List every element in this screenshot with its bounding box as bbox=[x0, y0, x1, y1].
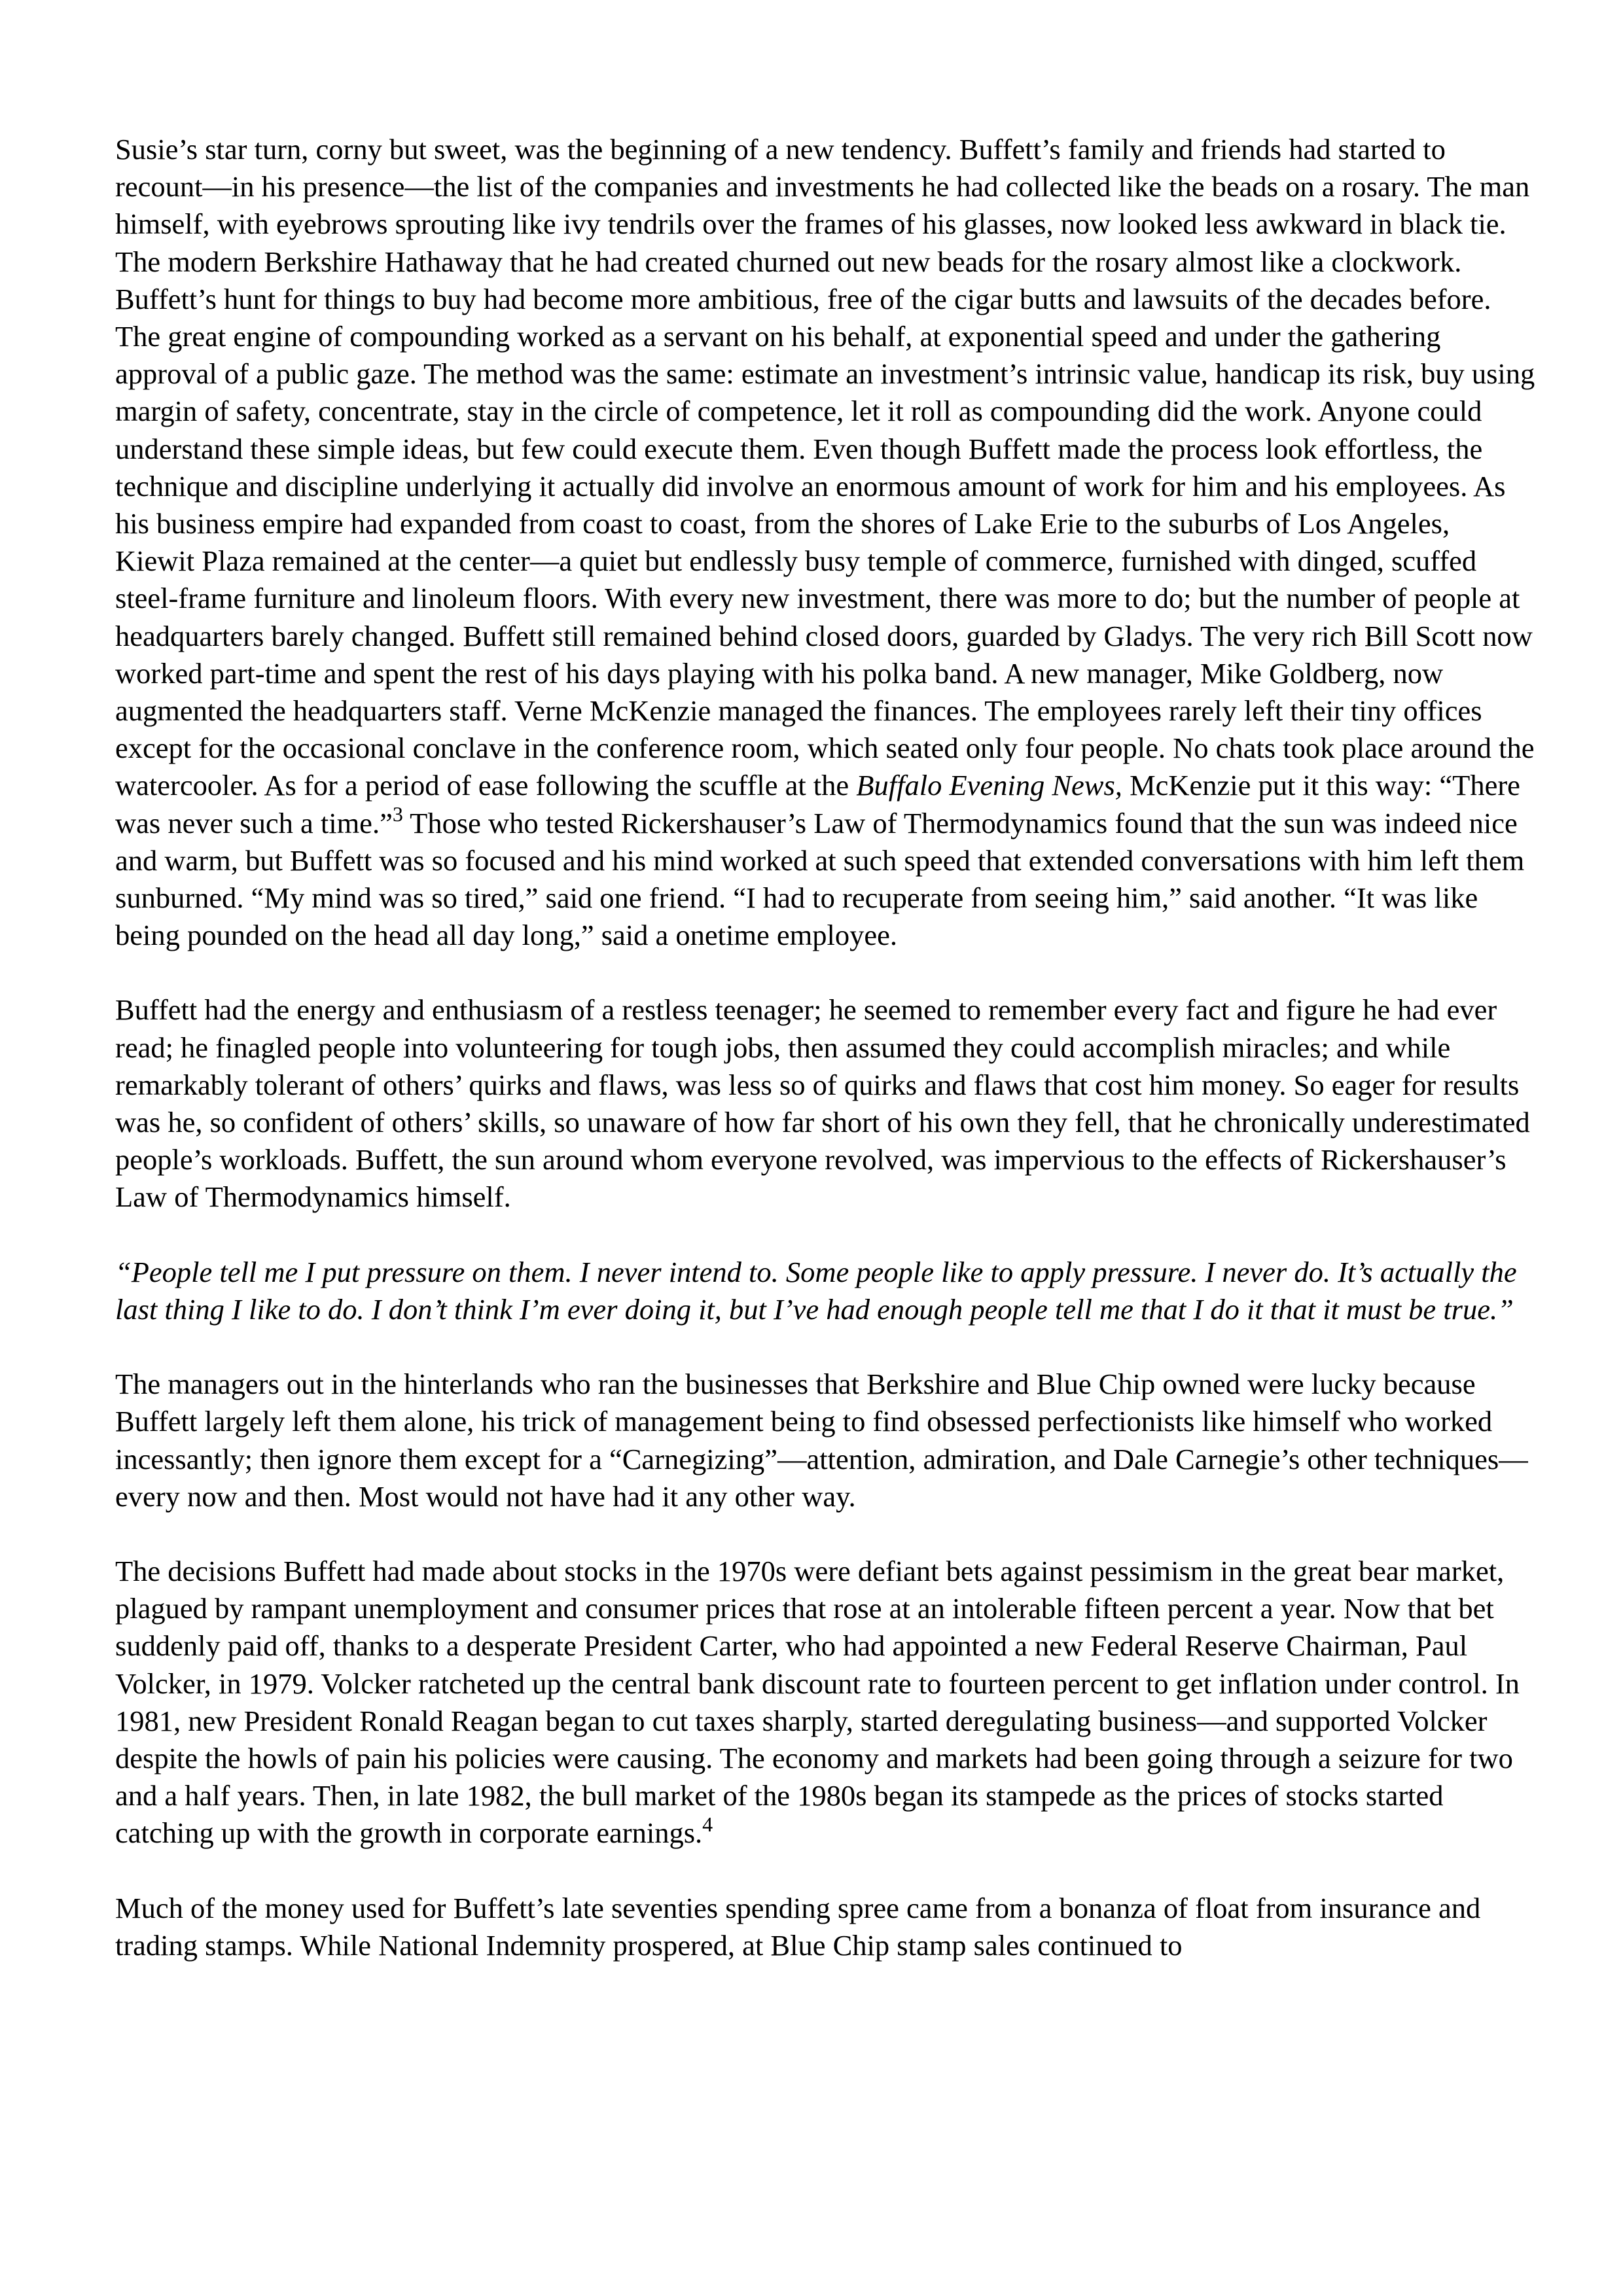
paragraph-4 bbox=[115, 1366, 1535, 1515]
paragraph-5-text: The decisions Buffett had made about stocks in the 1970s were defiant bets against pessimism in the great bear market, plagued by rampant unemployment and consumer prices that rose at an intolerable fifteen percent a year. Now that bet suddenly paid off, thanks to a desperate President Carter, who had appointed a new Federal Reserve Chairman, Paul Volcker, in 1979. Volcker ratcheted up the central bank discount rate to fourteen percent to get inflation under control. In 1981, new President Ronald Reagan began to cut taxes sharply, started deregulating business—and supported Volcker despite the howls of pain his policies were causing. The economy and markets had been going through a seizure for two and a half years. Then, in late 1982, the bull market of the 1980s began its stampede as the prices of stocks started catching up with the growth in corporate earnings. bbox=[115, 1554, 1520, 1850]
paragraph-4-text: The managers out in the hinterlands who ran the businesses that Berkshire and Blue Chip owned were lucky because Buffett largely left them alone, his trick of management being to find obsessed perfectionists like himself who worked incessantly; then ignore them except for a “Carnegizing”—attention, admiration, and Dale Carnegie’s other techniques—every now and then. Most would not have had it any other way. bbox=[115, 1368, 1528, 1513]
paragraph-1-text-a: Susie’s star turn, corny but sweet, was the beginning of a new tendency. Buffett’s family and friends had started to recount—in his presence—the list of the companies and investments he had collected like the beads on a rosary. The man himself, with eyebrows sprouting like ivy tendrils over the frames of his glasses, now looked less awkward in black tie. The modern Berkshire Hathaway that he had created churned out new beads for the rosary almost like a clockwork. Buffett’s hunt for things to buy had become more ambitious, free of the cigar butts and lawsuits of the decades before. The great engine of compounding worked as a servant on his behalf, at exponential speed and under the gathering approval of a public gaze. The method was the same: estimate an investment’s intrinsic value, handicap its risk, buy using margin of safety, concentrate, stay in the circle of competence, let it roll as compounding did the work. Anyone could understand these simple ideas, but few could execute them. Even though Buffett made the process look effortless, the technique and discipline underlying it actually did involve an enormous amount of work for him and his employees. As his business empire had expanded from coast to coast, from the shores of Lake Erie to the suburbs of Los Angeles, Kiewit Plaza remained at the center—a quiet but endlessly busy temple of commerce, furnished with dinged, scuffed steel-frame furniture and linoleum floors. With every new investment, there was more to do; but the number of people at headquarters barely changed. Buffett still remained behind closed doors, guarded by Gladys. The very rich Bill Scott now worked part-time and spent the rest of his days playing with his polka band. A new manager, Mike Goldberg, now augmented the headquarters staff. Verne McKenzie managed the finances. The employees rarely left their tiny offices except for the occasional conclave in the conference room, which seated only four people. No chats took place around the watercooler. As for a period of ease following the scuffle at the bbox=[115, 133, 1535, 802]
paragraph-6-text: Much of the money used for Buffett’s late seventies spending spree came from a bonanza of float from insurance and trading stamps. While National Indemnity prospered, at Blue Chip stamp sales continued to bbox=[115, 1891, 1481, 1962]
newspaper-title-buffalo-evening-news: Buffalo Evening News, bbox=[856, 769, 1122, 802]
paragraph-1-text-c: Those who tested Rickershauser’s Law of Thermodynamics found that the sun was indeed nice and warm, but Buffett was so focused and his mind worked at such speed that extended conversations with him left them sunburned. “My mind was so tired,” said one friend. “I had to recuperate from seeing him,” said another. “It was like being pounded on the head all day long,” said a onetime employee. bbox=[115, 806, 1525, 952]
footnote-marker-3: 3 bbox=[392, 802, 403, 826]
paragraph-1-text-b: McKenzie put it this way: “There was never such a time.” bbox=[115, 769, 1520, 839]
quote-text: “People tell me I put pressure on them. I never intend to. Some people like to apply pressure. I never do. It’s actually the last thing I like to do. I don’t think I’m ever doing it, but I’ve had enough people tell me that I do it that it must be true.” bbox=[115, 1255, 1517, 1326]
footnote-marker-4: 4 bbox=[702, 1812, 713, 1836]
paragraph-2-text: Buffett had the energy and enthusiasm of a restless teenager; he seemed to remember every fact and figure he had ever read; he finagled people into volunteering for tough jobs, then assumed they could accomplish miracles; and while remarkably tolerant of others’ quirks and flaws, was less so of quirks and flaws that cost him money. So eager for results was he, so confident of others’ skills, so unaware of how far short of his own they fell, that he chronically underestimated people’s workloads. Buffett, the sun around whom everyone revolved, was impervious to the effects of Rickershauser’s Law of Thermodynamics himself. bbox=[115, 993, 1530, 1214]
paragraph-1 bbox=[115, 131, 1535, 954]
paragraph-6 bbox=[115, 1890, 1535, 1964]
paragraph-2 bbox=[115, 991, 1535, 1216]
quote-paragraph bbox=[115, 1254, 1535, 1328]
document-page bbox=[115, 131, 1535, 1964]
paragraph-5 bbox=[115, 1553, 1535, 1852]
